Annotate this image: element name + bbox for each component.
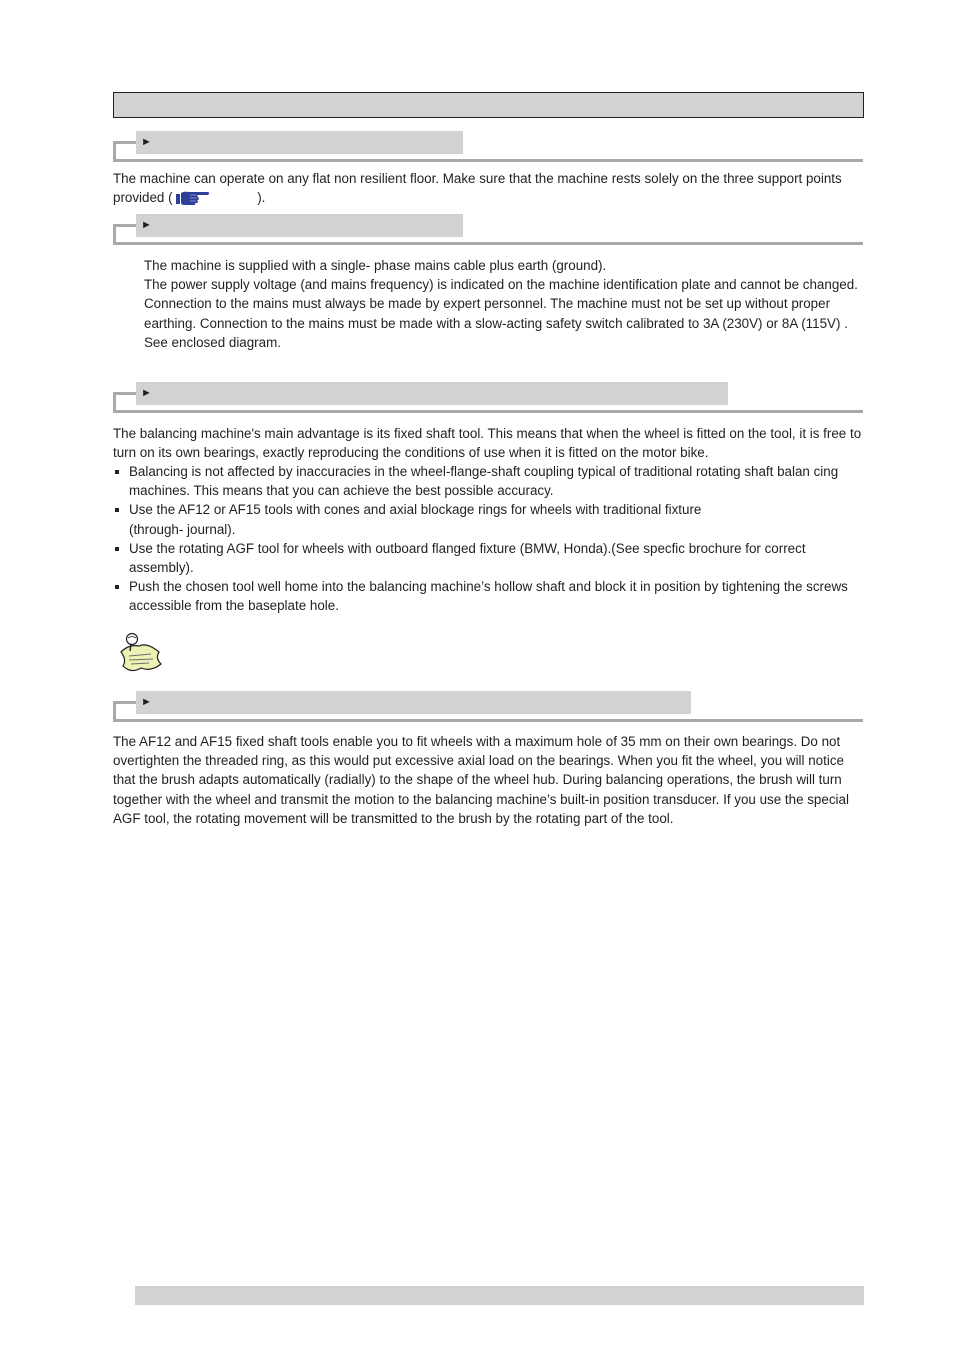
section-hook	[113, 392, 116, 412]
section-rule	[113, 719, 863, 722]
electrical-paragraph: The machine is supplied with a single- phase mains cable plus earth (ground). The power supply voltage (and mains frequency) is indicated on the machine identification plate and cannot be changed. Connection to the mains must always be made by expert personnel. The machine must not be set up without proper earthing. Connection to the mains must be made with a slow-acting safety switch calibrated to 3A (230V) or 8A (115V) . See enclosed diagram.	[144, 258, 858, 350]
section-title-bar	[136, 382, 728, 405]
tool-intro-paragraph: The balancing machine's main advantage is its fixed shaft tool. This means that when the wheel is fitted on the tool, it is free to turn on its own bearings, exactly reproducing the conditions of use when it is fitted on the motor bike.	[113, 426, 862, 461]
tool-bullet-list	[113, 462, 865, 616]
section-heading-electrical	[113, 214, 863, 246]
fitting-paragraph: The AF12 and AF15 fixed shaft tools enable you to fit wheels with a maximum hole of 35 mm on their own bearings. Do not overtighten the threaded ring, as this would put excessive axial load on the bearings. When you fit the wheel, you will notice that the brush adapts automatically (radially) to the shape of the wheel hub. During balancing operations, the brush will turn together with the wheel and transmit the motion to the balancing machine’s built-in position transducer. If you use the special AGF tool, the rotating movement will be transmitted to the brush by the rotating part of the tool.	[113, 734, 849, 826]
section-arrow-icon: ►	[141, 696, 152, 708]
section-hook	[113, 701, 116, 721]
section-rule	[113, 242, 863, 245]
section-heading-tool	[113, 382, 863, 414]
floor-text-end: ).	[212, 190, 266, 206]
section-hook	[113, 224, 136, 227]
list-item: Use the AF12 or AF15 tools with cones and axial blockage rings for wheels with traditional fixture (through- journal).	[113, 500, 865, 538]
section-title-bar	[136, 214, 463, 237]
note-pin-icon	[115, 630, 165, 676]
floor-paragraph	[113, 169, 861, 207]
section-heading-floor	[113, 131, 863, 163]
section-hook	[113, 224, 116, 244]
section-title-bar	[136, 131, 463, 154]
section-hook	[113, 701, 136, 704]
section-arrow-icon: ►	[141, 136, 152, 148]
list-item: Balancing is not affected by inaccuracies in the wheel-flange-shaft coupling typical of traditional rotating shaft balan cing machines. This means that you can achieve the best possible accuracy.	[113, 462, 865, 500]
section-arrow-icon: ►	[141, 387, 152, 399]
section-hook	[113, 141, 136, 144]
list-item: Push the chosen tool well home into the balancing machine’s hollow shaft and block it in position by tightening the screws accessible from the baseplate hole.	[113, 577, 865, 615]
floor-text: The machine can operate on any flat non resilient floor. Make sure that the machine rests solely on the three support points provided (	[113, 171, 842, 206]
section-rule	[113, 159, 863, 162]
list-item: Use the rotating AGF tool for wheels with outboard flanged fixture (BMW, Honda).(See specfic brochure for correct assembly).	[113, 539, 865, 577]
section-hook	[113, 141, 116, 161]
footer-bar	[135, 1286, 864, 1305]
section-title-bar	[136, 691, 691, 714]
section-hook	[113, 392, 136, 395]
section-heading-fitting	[113, 691, 863, 723]
pointing-hand-icon	[175, 188, 211, 206]
section-arrow-icon: ►	[141, 219, 152, 231]
section-rule	[113, 410, 863, 413]
chapter-header-bar	[113, 92, 864, 118]
